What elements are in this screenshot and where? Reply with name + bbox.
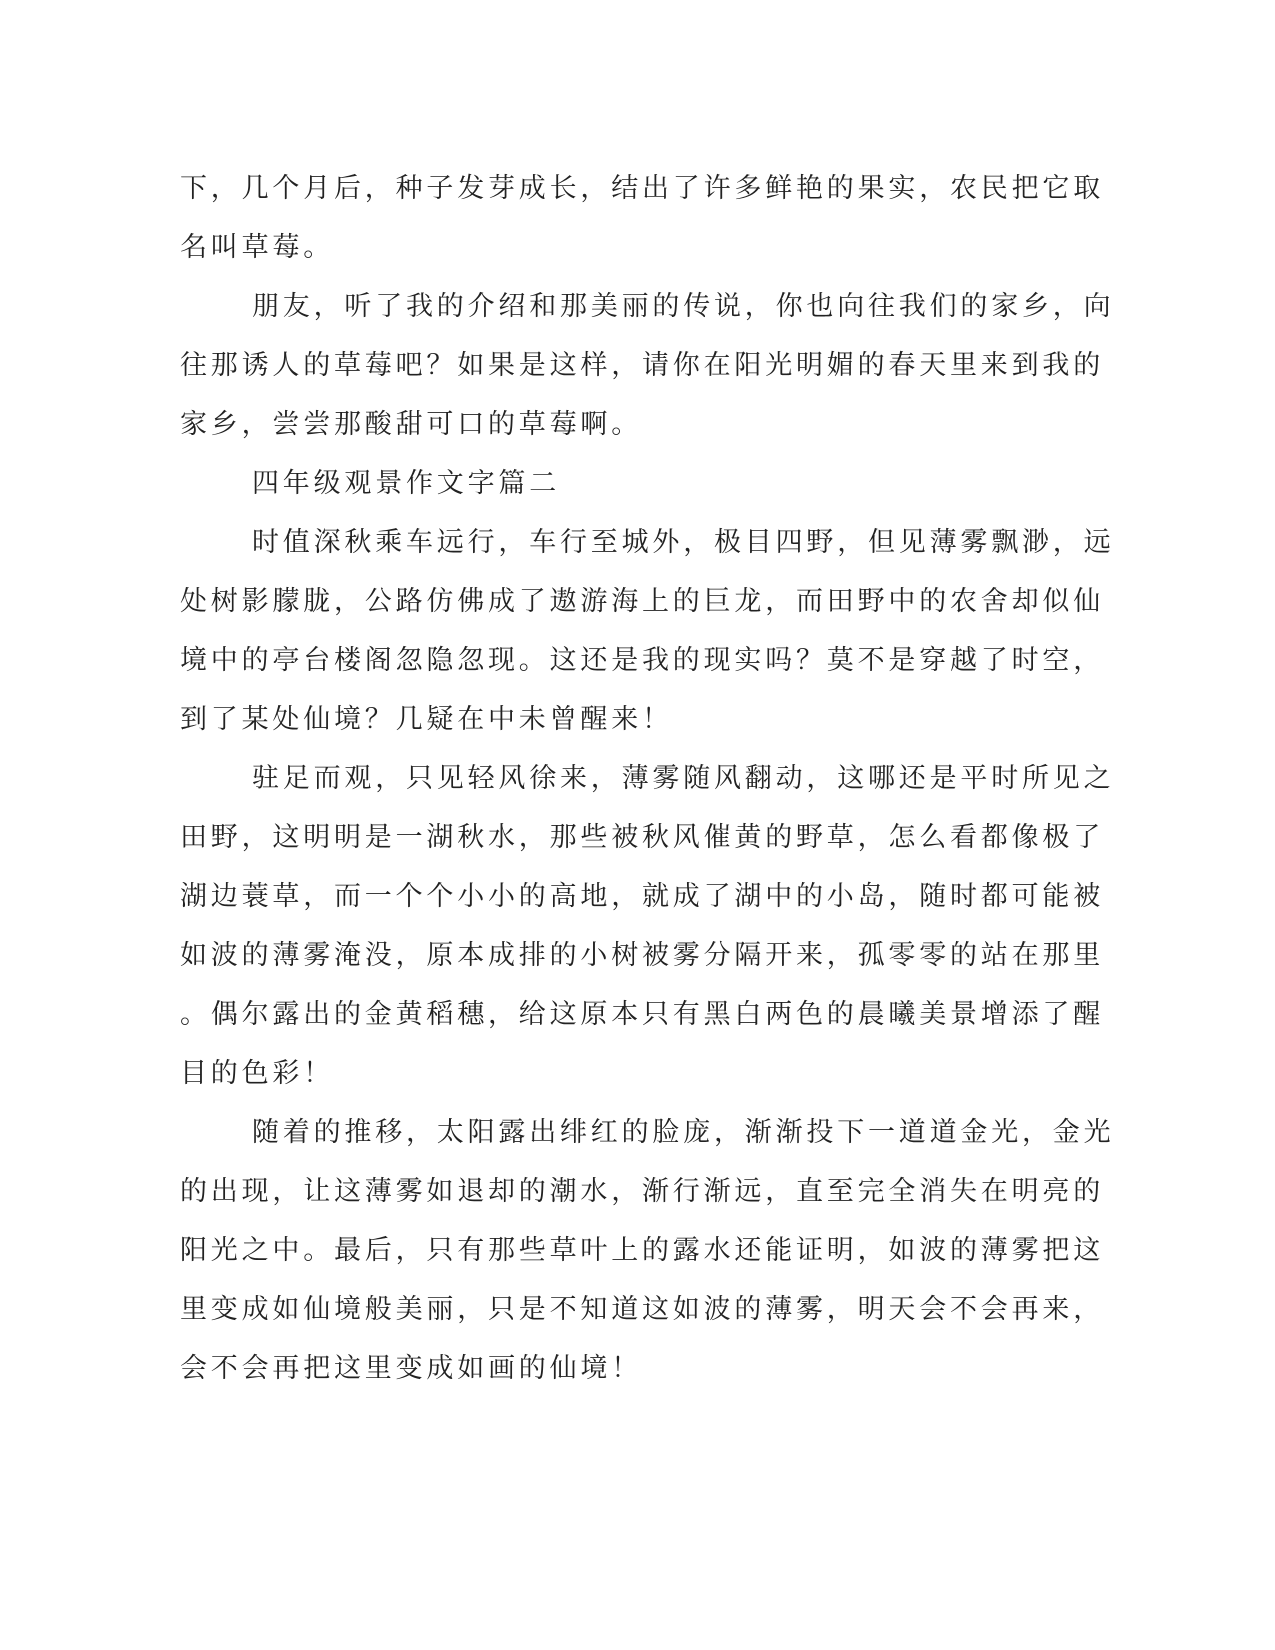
text-line: 阳光之中。最后，只有那些草叶上的露水还能证明，如波的薄雾把这 <box>180 1235 1104 1266</box>
section-heading: 四年级观景作文字篇二 <box>252 468 560 499</box>
text-line: 家乡，尝尝那酸甜可口的草莓啊。 <box>180 409 642 440</box>
text-line: 境中的亭台楼阁忽隐忽现。这还是我的现实吗？莫不是穿越了时空， <box>180 645 1104 676</box>
text-line: 名叫草莓。 <box>180 232 334 263</box>
text-line: 里变成如仙境般美丽，只是不知道这如波的薄雾，明天会不会再来， <box>180 1294 1104 1325</box>
text-line: 到了某处仙境？几疑在中未曾醒来！ <box>180 704 673 735</box>
text-line: 。偶尔露出的金黄稻穗，给这原本只有黑白两色的晨曦美景增添了醒 <box>180 999 1104 1030</box>
text-line: 往那诱人的草莓吧？如果是这样，请你在阳光明媚的春天里来到我的 <box>180 350 1104 381</box>
text-line: 如波的薄雾淹没，原本成排的小树被雾分隔开来，孤零零的站在那里 <box>180 940 1104 971</box>
text-line: 下，几个月后，种子发芽成长，结出了许多鲜艳的果实，农民把它取 <box>180 173 1104 204</box>
document-body <box>180 159 1115 1398</box>
text-line: 湖边蓑草，而一个个小小的高地，就成了湖中的小岛，随时都可能被 <box>180 881 1104 912</box>
text-line: 处树影朦胧，公路仿佛成了遨游海上的巨龙，而田野中的农舍却似仙 <box>180 586 1104 617</box>
text-line: 朋友，听了我的介绍和那美丽的传说，你也向往我们的家乡，向 <box>252 291 1115 322</box>
text-line: 田野，这明明是一湖秋水，那些被秋风催黄的野草，怎么看都像极了 <box>180 822 1104 853</box>
text-line: 目的色彩！ <box>180 1058 334 1089</box>
text-line: 随着的推移，太阳露出绯红的脸庞，渐渐投下一道道金光，金光 <box>252 1117 1115 1148</box>
text-line: 驻足而观，只见轻风徐来，薄雾随风翻动，这哪还是平时所见之 <box>252 763 1115 794</box>
text-line: 时值深秋乘车远行，车行至城外，极目四野，但见薄雾飘渺，远 <box>252 527 1115 558</box>
text-line: 会不会再把这里变成如画的仙境！ <box>180 1353 642 1384</box>
text-line: 的出现，让这薄雾如退却的潮水，渐行渐远，直至完全消失在明亮的 <box>180 1176 1104 1207</box>
